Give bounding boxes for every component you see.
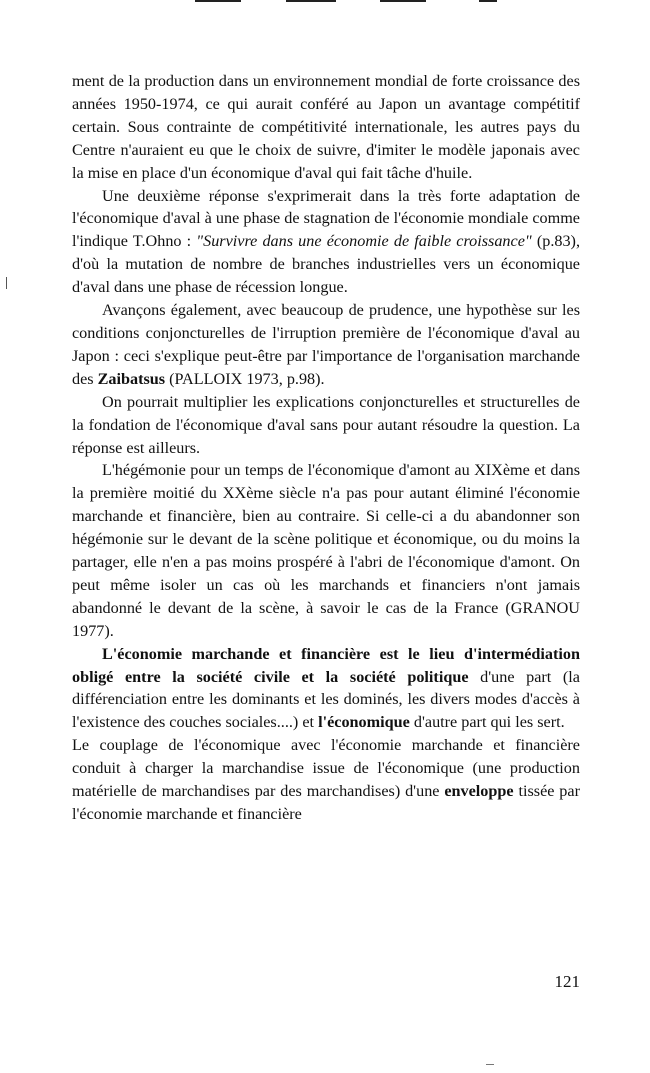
paragraph [72,70,580,185]
bold-text: enveloppe [444,782,514,801]
top-rule [195,0,241,2]
bottom-mark [486,1064,494,1065]
text-run: On pourrait multiplier les explications conjoncturelles et structurelles de la fondation de l'économique d'aval sans pour autant résoudre la question. La réponse est ailleurs. [72,392,580,457]
text-run: L'hégémonie pour un temps de l'économique d'amont au XIXème et dans la première moitié du XXème siècle n'a pas pour autant éliminé l'économie marchande et financière, bien au contraire. Si celle-ci a du abandonner son hégémonie sur le devant de la scène politique et économique, ou du moins la partager, elle n'en a pas moins prospéré à l'abri de l'économique d'amont. On peut même isoler un cas où les marchands et financiers n'ont jamais abandonné le devant de la scène, à savoir le cas de la France (GRANOU 1977). [72,461,580,640]
top-rule [286,0,336,2]
text-run: d'autre part qui les sert. [409,713,565,732]
text-run: Avançons également, avec beaucoup de prudence, une hypothèse sur les conditions conjoncturelles de l'irruption première de l'économique d'aval au Japon : ceci s'explique peut-être par l'importance de l'organisation marchande des [72,301,580,388]
text-run: tissée par l'économie marchande et financière [72,782,580,823]
paragraph [72,643,580,735]
text-run: (p.83), d'où la mutation de nombre de branches industrielles vers un économique d'aval dans une phase de récession longue. [72,232,580,297]
top-rule [479,0,497,2]
text-run: Une deuxième réponse s'exprimerait dans la très forte adaptation de l'économique d'aval à une phase de stagnation de l'économie mondiale comme l'indique T.Ohno : [72,186,580,251]
bold-text: Zaibatsus [97,369,166,388]
text-run: (PALLOIX 1973, p.98). [165,369,325,388]
bold-text: L'économie marchande et financière est le lieu d'intermédiation obligé entre la société civile et la société politique [72,644,580,686]
paragraph [72,459,580,642]
page-number: 121 [554,972,580,991]
text-run: d'une part (la différenciation entre les dominants et les dominés, les divers modes d'accès à l'existence des couches sociales....) et [72,667,580,732]
italic-text: "Survivre dans une économie de faible croissance" [196,232,532,251]
top-rule [380,0,426,2]
text-run: Le couplage de l'économique avec l'économie marchande et financière conduit à charger la marchandise issue de l'économique (une production matérielle de marchandises par des marchandises) d'une [72,736,580,801]
margin-tick [6,277,7,289]
paragraph [72,734,580,826]
paragraph [72,299,580,391]
text-run: ment de la production dans un environnement mondial de forte croissance des années 1950-1974, ce qui aurait conféré au Japon un avantage compétitif certain. Sous contrainte de compétitivité internationale, les autres pays du Centre n'auraient eu que le choix de suivre, d'imiter le modèle japonais avec la mise en place d'un économique d'aval qui fait tâche d'huile. [72,72,580,182]
bold-text: l'économique [318,713,410,732]
paragraph [72,185,580,300]
paragraph [72,391,580,460]
body-text [72,70,580,826]
